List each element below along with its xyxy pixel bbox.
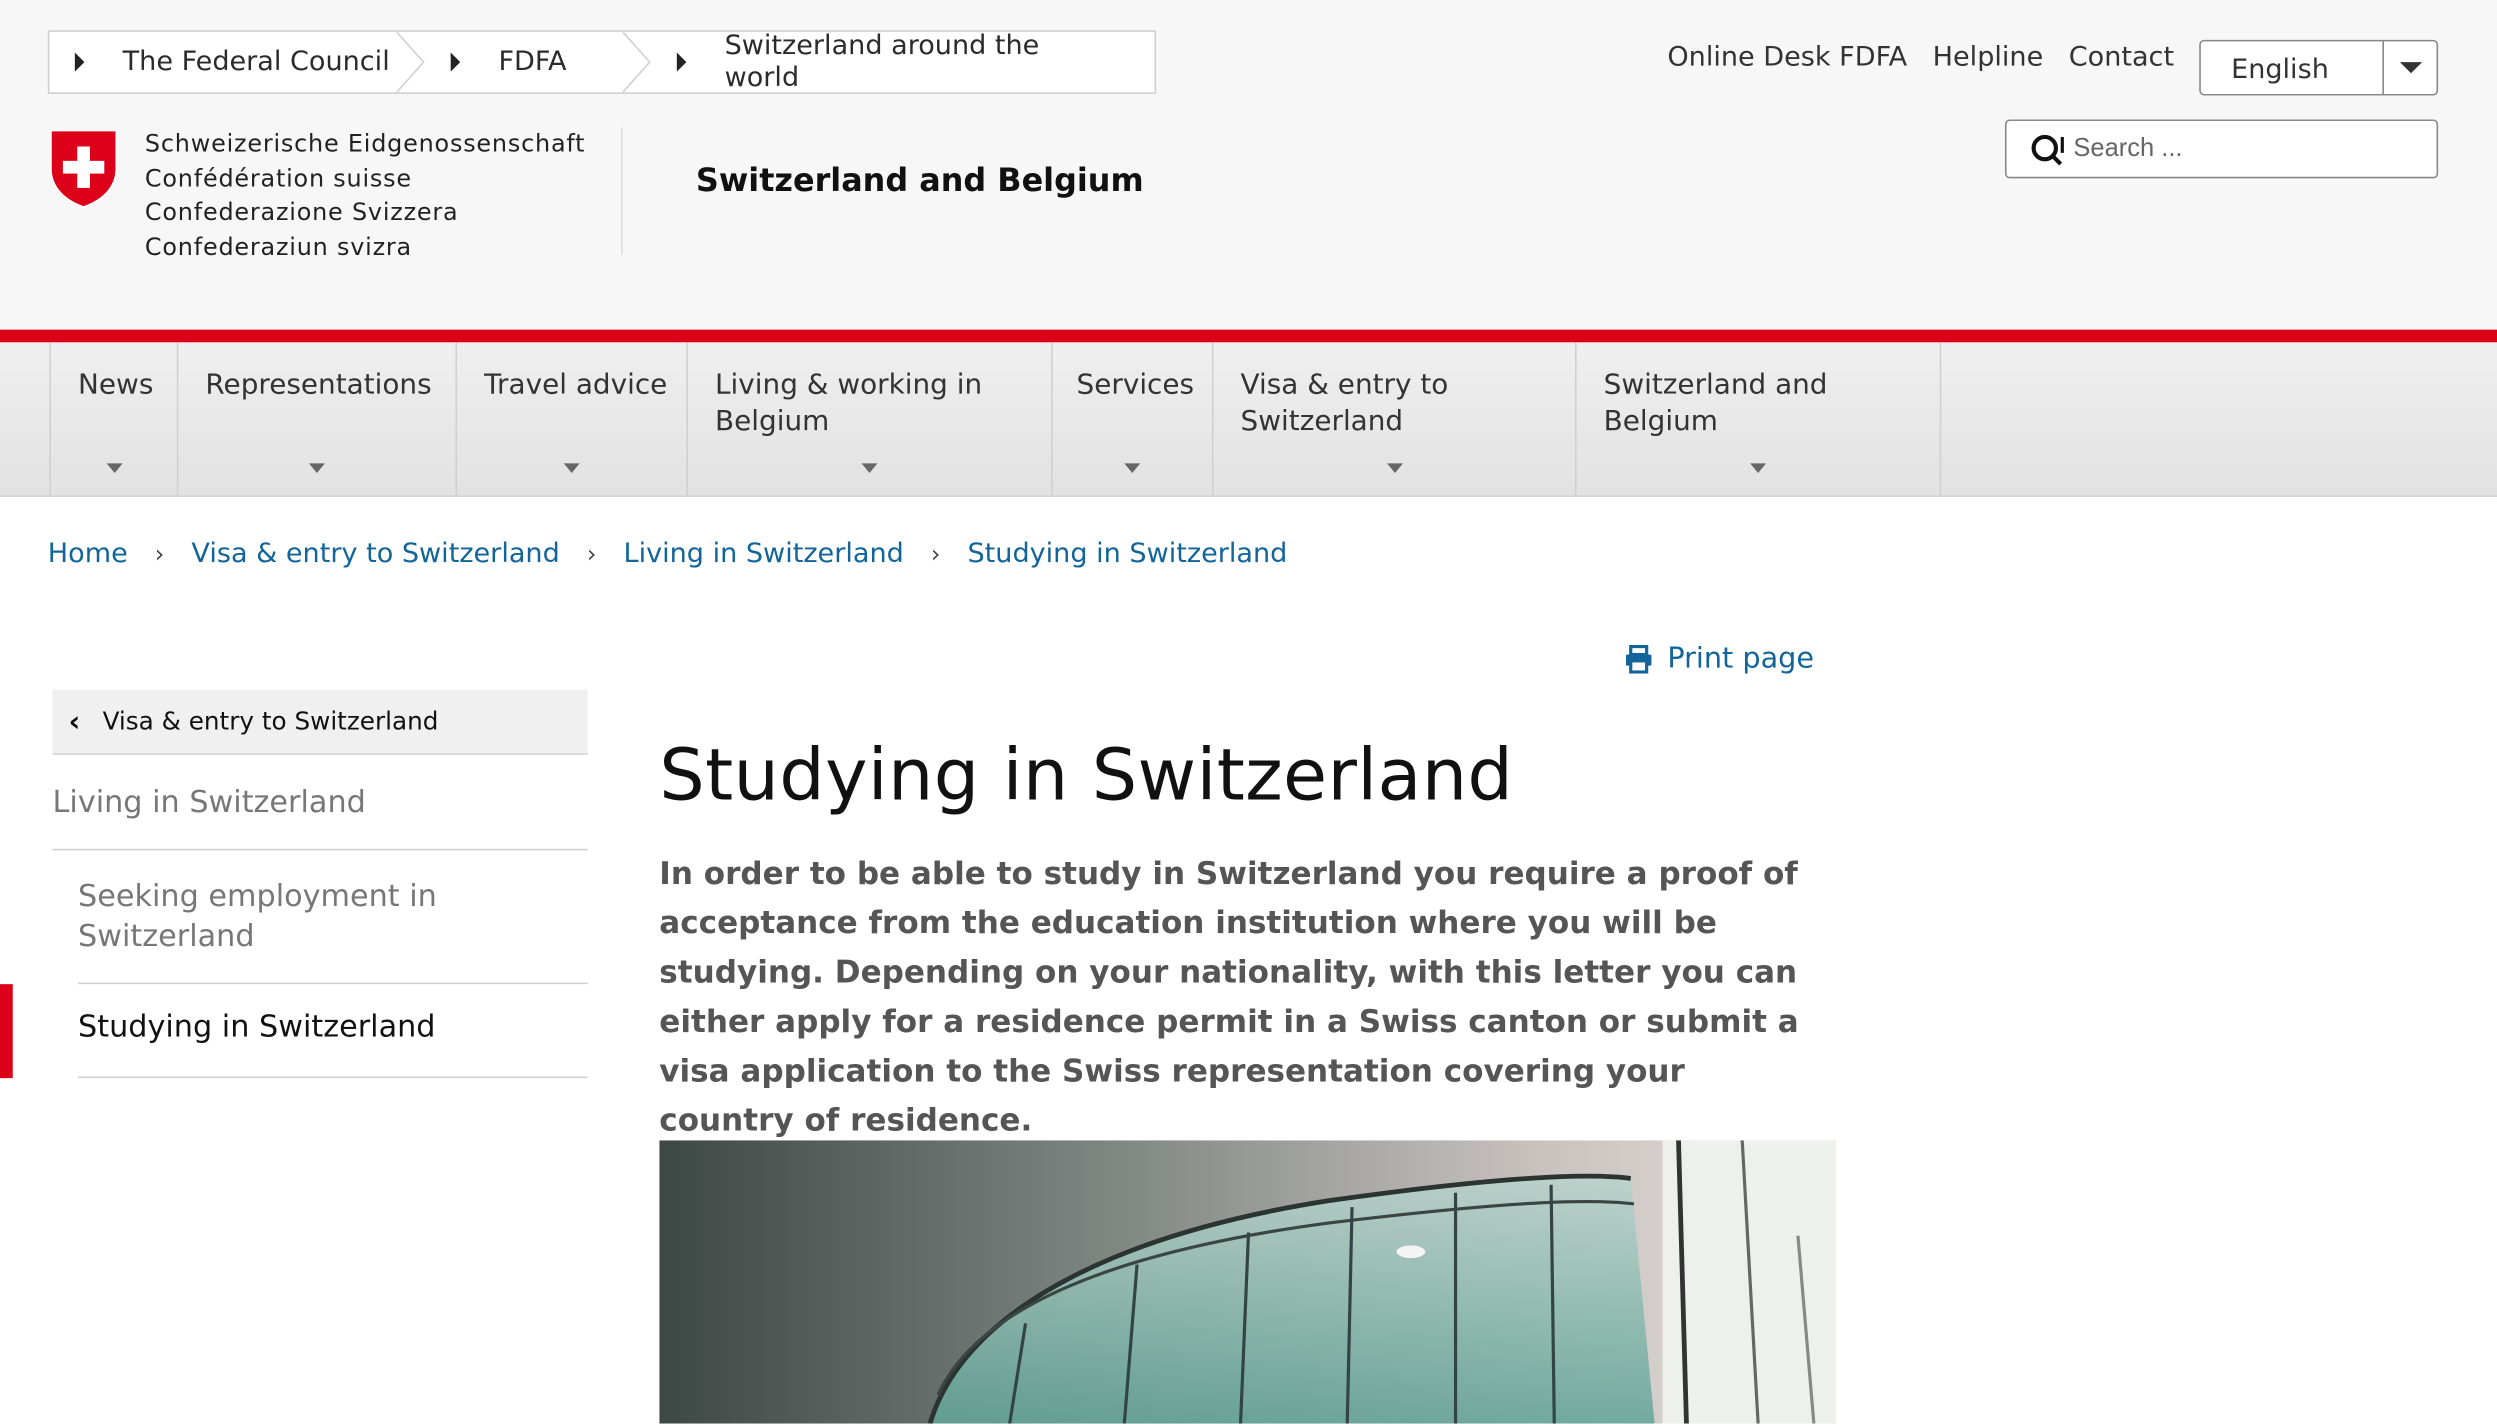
chevron-right-icon: ›	[930, 539, 941, 569]
caret-down-icon	[564, 463, 580, 473]
page-title: Studying in Switzerland	[659, 732, 1514, 817]
nav-label: Switzerland and Belgium	[1603, 369, 1828, 438]
print-page-link[interactable]	[1624, 642, 1814, 675]
nav-label: Travel advice	[484, 369, 668, 402]
breadcrumb-living[interactable]: Living in Switzerland	[623, 538, 904, 571]
nav-item-representations[interactable]	[178, 342, 457, 495]
sidebar-back-link[interactable]	[53, 690, 588, 755]
red-accent-bar	[0, 330, 2497, 343]
intro-paragraph: In order to be able to study in Switzerland you require a proof of acceptance from the education institution where you will be studying. Depending on your nationality, with this letter you can either apply for a residence permit in a Swiss canton or submit a visa application to the Swiss representation covering your country of residence.	[659, 855, 1799, 1139]
chevron-left-icon: ‹	[68, 704, 81, 739]
sidebar-item-studying[interactable]: Studying in Switzerland	[78, 984, 588, 1078]
triangle-right-icon	[451, 53, 461, 72]
breadcrumb-visa-entry[interactable]: Visa & entry to Switzerland	[191, 538, 560, 571]
language-value: English	[2231, 54, 2329, 86]
contact-link[interactable]: Contact	[2068, 41, 2175, 74]
sidebar-item-living[interactable]: Living in Switzerland	[53, 755, 588, 851]
caret-down-icon	[1124, 463, 1140, 473]
nav-label: Visa & entry to Switzerland	[1240, 369, 1449, 438]
breadcrumb	[48, 538, 1288, 570]
confederation-line: Schweizerische Eidgenossenschaft	[144, 128, 586, 158]
chevron-right-icon: ›	[586, 539, 597, 569]
content-image	[659, 1140, 1836, 1423]
confederation-line: Confédération suisse	[144, 163, 412, 192]
search-input[interactable]	[2073, 135, 2423, 164]
top-path-label: The Federal Council	[122, 46, 390, 79]
online-desk-link[interactable]: Online Desk FDFA	[1667, 41, 1908, 74]
nav-item-switzerland-belgium[interactable]	[1577, 342, 1942, 495]
active-item-marker	[0, 984, 13, 1078]
nav-item-services[interactable]	[1053, 342, 1214, 495]
confederation-line: Confederazione Svizzera	[144, 197, 459, 227]
sidebar-back-label: Visa & entry to Switzerland	[102, 707, 439, 736]
sidebar-item-seeking-employment[interactable]: Seeking employment in Switzerland	[78, 850, 588, 984]
caret-down-icon	[2399, 62, 2421, 73]
triangle-right-icon	[677, 53, 687, 72]
path-separator	[623, 32, 652, 93]
swiss-coat-of-arms-logo[interactable]	[48, 127, 120, 216]
caret-down-icon	[1387, 463, 1403, 473]
logo-divider	[621, 127, 623, 254]
confederation-line: Confederaziun svizra	[144, 231, 412, 261]
nav-item-visa-entry[interactable]	[1213, 342, 1576, 495]
top-path-federal-council[interactable]	[49, 32, 396, 93]
search-icon	[2029, 130, 2067, 168]
printer-icon	[1624, 644, 1653, 673]
caret-down-icon	[309, 463, 325, 473]
main-navigation	[0, 342, 2497, 496]
confederation-name	[145, 127, 585, 264]
breadcrumb-current[interactable]: Studying in Switzerland	[967, 538, 1288, 571]
helpline-link[interactable]: Helpline	[1932, 41, 2044, 74]
nav-item-living-working[interactable]	[688, 342, 1053, 495]
nav-label: Services	[1076, 369, 1195, 402]
print-label: Print page	[1667, 641, 1815, 676]
top-path-fdfa[interactable]	[425, 32, 622, 93]
nav-label: Living & working in Belgium	[715, 369, 983, 438]
header	[0, 0, 2497, 330]
caret-down-icon	[862, 463, 878, 473]
nav-item-travel-advice[interactable]	[457, 342, 688, 495]
language-dropdown-button[interactable]	[2382, 41, 2436, 94]
top-path-label: FDFA	[498, 46, 567, 79]
nav-label: Representations	[205, 369, 432, 402]
search-box	[2005, 119, 2438, 178]
top-path-switzerland-world[interactable]	[651, 32, 1113, 93]
caret-down-icon	[1750, 463, 1766, 473]
caret-down-icon	[107, 463, 123, 473]
site-title[interactable]: Switzerland and Belgium	[695, 160, 1144, 200]
top-path-breadcrumb	[48, 30, 1156, 94]
path-separator	[397, 32, 426, 93]
sidebar-navigation	[53, 690, 588, 1079]
chevron-right-icon: ›	[154, 539, 165, 569]
service-links	[1667, 41, 2174, 73]
nav-label: News	[78, 369, 154, 402]
triangle-right-icon	[75, 53, 85, 72]
nav-item-news[interactable]	[49, 342, 178, 495]
breadcrumb-home[interactable]: Home	[47, 538, 128, 571]
top-path-label: Switzerland around the world	[724, 30, 1040, 94]
language-select[interactable]	[2199, 40, 2438, 96]
